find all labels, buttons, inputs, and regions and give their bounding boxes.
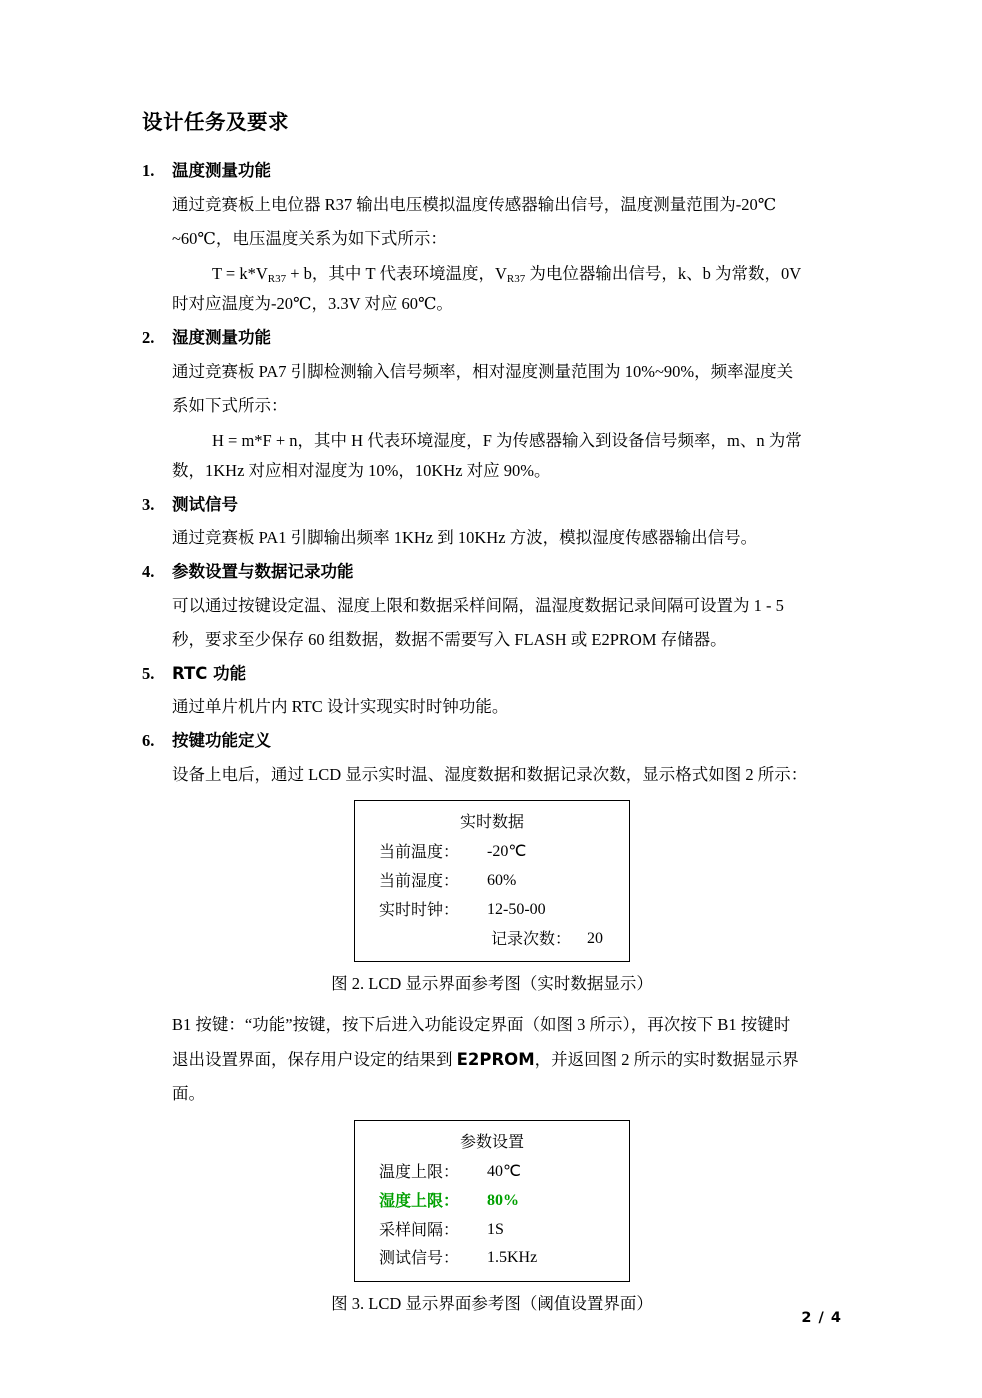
task-1-number: 1.: [142, 161, 155, 180]
lcd-sample-interval-value: 1S: [487, 1220, 504, 1238]
task-list: [142, 159, 842, 1318]
b1-description-line3: 面。: [172, 1084, 205, 1104]
task-5-heading: [142, 662, 842, 687]
task-1-formula-line1: [142, 259, 842, 290]
task-4-heading: [142, 560, 842, 585]
task-2-formula-line1: H = m*F + n，其中 H 代表环境湿度，F 为传感器输入到设备信号频率，m、n 为常: [212, 430, 802, 450]
lcd-realtime-row-humidity: [355, 867, 629, 896]
lcd-settings-row-temp-limit: [355, 1158, 629, 1187]
page-title: 设计任务及要求: [142, 110, 289, 134]
b1-line2-bold: E2PROM: [456, 1049, 535, 1069]
task-item-3: [142, 493, 842, 554]
lcd-clock-label: 实时时钟：: [379, 899, 460, 919]
formula-1-prefix: T = k*V: [212, 263, 268, 283]
task-3-number: 3.: [142, 494, 155, 514]
lcd-settings-row-sample-interval: [355, 1216, 629, 1245]
lcd-test-signal-value: 1.5KHz: [487, 1249, 538, 1267]
task-2-para-line2: 系如下式所示：: [172, 396, 288, 416]
task-4-number: 4.: [142, 561, 155, 581]
task-item-1: [142, 159, 842, 320]
task-2-heading: [142, 326, 842, 351]
task-4-title: 参数设置与数据记录功能: [172, 561, 354, 581]
figure-2-caption: 图 2. LCD 显示界面参考图（实时数据显示）: [331, 974, 653, 994]
lcd-settings-row-humidity-limit: [355, 1187, 629, 1216]
task-2-title: 湿度测量功能: [172, 327, 271, 347]
task-6-para: 设备上电后，通过 LCD 显示实时温、湿度数据和数据记录次数，显示格式如图 2 所示：: [172, 764, 808, 784]
page-number: 2 / 4: [801, 1310, 842, 1326]
task-5-number: 5.: [142, 663, 155, 683]
formula-1-sub2: R37: [506, 272, 526, 285]
lcd-sample-interval-label: 采样间隔：: [379, 1219, 460, 1239]
b1-description-line2: [142, 1045, 842, 1076]
b1-line2-b: ，并返回图 2 所示的实时数据显示界: [534, 1049, 799, 1069]
task-4-para-line2: 秒，要求至少保存 60 组数据，数据不需要写入 FLASH 或 E2PROM 存储器。: [172, 630, 727, 650]
task-2-number: 2.: [142, 327, 155, 347]
task-6-title: 按键功能定义: [172, 730, 271, 750]
lcd-realtime-row-clock: [355, 896, 629, 925]
task-item-2: [142, 326, 842, 487]
formula-1-suffix: 为电位器输出信号，k、b 为常数，0V: [525, 263, 802, 283]
task-1-formula-line2: 时对应温度为-20℃，3.3V 对应 60℃。: [172, 294, 453, 314]
lcd-humidity-label: 当前湿度：: [379, 871, 460, 890]
lcd-test-signal-label: 测试信号：: [379, 1248, 460, 1268]
task-item-5: [142, 662, 842, 723]
task-1-para-line1: 通过竞赛板上电位器 R37 输出电压模拟温度传感器输出信号，温度测量范围为-20℃: [172, 194, 777, 214]
lcd-humidity-limit-value: 80%: [487, 1191, 519, 1209]
lcd-settings-figure: [354, 1120, 630, 1282]
lcd-temp-value: -20℃: [487, 843, 527, 861]
task-4-para-line1: 可以通过按键设定温、湿度上限和数据采样间隔，温湿度数据记录间隔可设置为 1 - 5: [172, 595, 784, 615]
task-5-para: 通过单片机片内 RTC 设计实现实时时钟功能。: [172, 697, 509, 717]
task-1-heading: [142, 159, 842, 184]
task-3-para: 通过竞赛板 PA1 引脚输出频率 1KHz 到 10KHz 方波，模拟湿度传感器输出信号。: [172, 528, 758, 548]
lcd-count-value: 20: [587, 929, 603, 947]
task-item-6: [142, 729, 842, 1318]
lcd-humidity-value: 60%: [487, 872, 517, 889]
figure-3-caption: 图 3. LCD 显示界面参考图（阈值设置界面）: [331, 1294, 653, 1314]
task-2-para-line1: 通过竞赛板 PA7 引脚检测输入信号频率，相对湿度测量范围为 10%~90%，频率湿度关: [172, 361, 794, 381]
task-2-formula-line2: 数，1KHz 对应相对湿度为 10%，10KHz 对应 90%。: [172, 461, 551, 481]
task-6-heading: [142, 729, 842, 754]
lcd-settings-row-test-signal: [355, 1244, 629, 1273]
formula-1-middle: + b，其中 T 代表环境温度，V: [286, 263, 507, 283]
lcd-realtime-row-count: [355, 925, 629, 954]
task-6-number: 6.: [142, 730, 155, 750]
task-3-heading: [142, 493, 842, 518]
lcd-temp-limit-label: 温度上限：: [379, 1161, 460, 1181]
task-3-title: 测试信号: [172, 494, 238, 514]
lcd-realtime-title: 实时数据: [459, 812, 524, 832]
task-5-title: RTC 功能: [172, 663, 247, 683]
lcd-count-label: 记录次数：: [490, 928, 571, 948]
task-item-4: [142, 560, 842, 656]
task-1-title: 温度测量功能: [172, 161, 271, 180]
lcd-humidity-limit-label: 湿度上限：: [379, 1190, 460, 1210]
lcd-temp-label: 当前温度：: [379, 842, 460, 862]
b1-description-line1: B1 按键：“功能”按键，按下后进入功能设定界面（如图 3 所示），再次按下 B1 按键时: [172, 1015, 791, 1035]
lcd-realtime-figure: [354, 800, 630, 962]
lcd-temp-limit-value: 40℃: [487, 1162, 521, 1180]
b1-line2-a: 退出设置界面，保存用户设定的结果到: [172, 1049, 457, 1069]
lcd-realtime-row-temp: [355, 838, 629, 867]
lcd-settings-title: 参数设置: [459, 1131, 524, 1151]
formula-1-sub: R37: [267, 272, 287, 285]
task-1-para-line2: ~60℃，电压温度关系为如下式所示：: [172, 229, 447, 249]
lcd-clock-value: 12-50-00: [487, 900, 546, 918]
